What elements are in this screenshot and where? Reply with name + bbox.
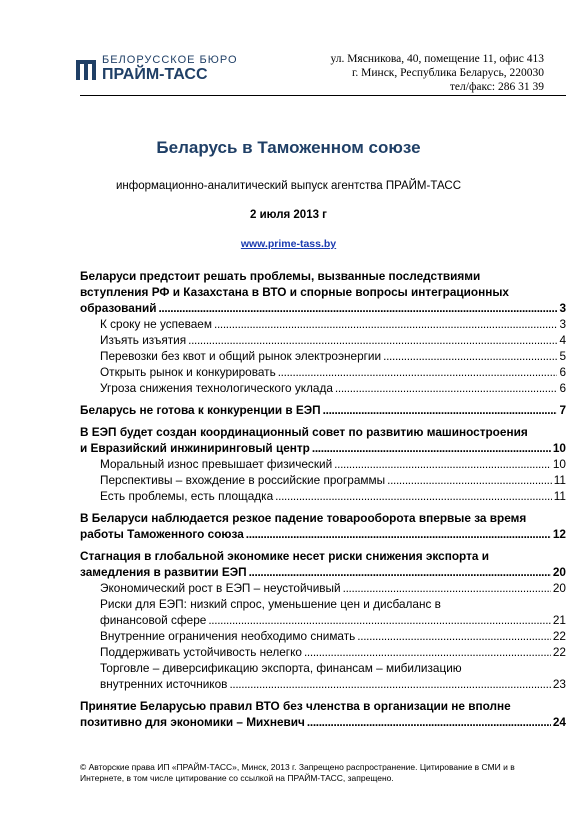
toc-subsection[interactable] — [100, 580, 566, 596]
toc-entry-text: Изъять изъятия — [100, 333, 187, 347]
toc-page-number: 22 — [552, 629, 566, 643]
toc-leader-dots — [208, 612, 551, 628]
toc-page-number: 11 — [553, 473, 566, 487]
toc-entry-text: Угроза снижения технологического уклада — [100, 381, 333, 395]
toc-page-number: 7 — [559, 403, 566, 417]
logo-subtitle: БЕЛОРУССКОЕ БЮРО — [102, 54, 238, 66]
toc-subsection[interactable] — [100, 596, 566, 628]
toc-page-number: 4 — [559, 333, 566, 347]
toc-entry-text: внутренних источников — [100, 677, 228, 691]
toc-page-number: 6 — [559, 381, 566, 395]
toc-entry-text: вступления РФ и Казахстана в ВТО и спорные вопросы интеграционных — [80, 285, 509, 299]
toc-page-number: 20 — [552, 565, 566, 579]
toc-section[interactable] — [80, 510, 566, 542]
website — [0, 238, 577, 250]
toc-leader-dots — [249, 564, 551, 580]
toc-entry-text: замедления в развитии ЕЭП — [80, 565, 247, 579]
toc-entry-text: В Беларуси наблюдается резкое падение товарооборота впервые за время — [80, 511, 527, 525]
toc-leader-dots — [229, 676, 550, 692]
toc-leader-dots — [343, 580, 551, 596]
toc-entry-text: Беларуси предстоит решать проблемы, вызванные последствиями — [80, 269, 481, 283]
toc-leader-dots — [312, 440, 551, 456]
toc-leader-dots — [335, 380, 558, 396]
toc-entry-text: К сроку не успеваем — [100, 317, 212, 331]
prime-tass-logo — [76, 54, 256, 94]
address-line-city: г. Минск, Республика Беларусь, 220030 — [352, 67, 544, 79]
toc-subsection[interactable] — [100, 488, 566, 504]
issue-date: 2 июля 2013 г — [250, 209, 327, 221]
toc-section[interactable] — [80, 698, 566, 730]
toc-entry-text: Внутренние ограничения необходимо снимать — [100, 629, 356, 643]
office-address — [330, 52, 544, 94]
toc-section[interactable] — [80, 268, 566, 316]
toc-page-number: 20 — [552, 581, 566, 595]
toc-leader-dots — [323, 402, 558, 418]
toc-page-number: 3 — [559, 317, 566, 331]
toc-page-number: 12 — [552, 527, 566, 541]
toc-page-number: 10 — [552, 457, 566, 471]
toc-leader-dots — [307, 714, 551, 730]
toc-leader-dots — [383, 348, 557, 364]
toc-page-number: 10 — [552, 441, 566, 455]
toc-subsection[interactable] — [100, 380, 566, 396]
toc-page-number: 23 — [552, 677, 566, 691]
copyright-notice — [80, 762, 550, 784]
toc-leader-dots — [334, 456, 551, 472]
toc-entry-text: Беларусь не готова к конкуренции в ЕЭП — [80, 403, 321, 417]
prime-tass-logo-icon — [76, 56, 98, 82]
logo-title: ПРАЙМ-ТАСС — [102, 66, 208, 83]
toc-entry-text: работы Таможенного союза — [80, 527, 244, 541]
toc-entry-text: Есть проблемы, есть площадка — [100, 489, 274, 503]
toc-entry-text: Моральный износ превышает физический — [100, 457, 333, 471]
toc-leader-dots — [278, 364, 558, 380]
toc-leader-dots — [188, 332, 557, 348]
toc-entry-text: Поддерживать устойчивость нелегко — [100, 645, 302, 659]
toc-leader-dots — [357, 628, 551, 644]
toc-leader-dots — [304, 644, 551, 660]
toc-entry-text: Экономический рост в ЕЭП – неустойчивый — [100, 581, 341, 595]
toc-subsection[interactable] — [100, 644, 566, 660]
toc-entry-text: В ЕЭП будет создан координационный совет по развитию машиностроения — [80, 425, 528, 439]
toc-section[interactable] — [80, 548, 566, 580]
toc-entry-text: Стагнация в глобальной экономике несет риски снижения экспорта и — [80, 549, 489, 563]
toc-subsection[interactable] — [100, 348, 566, 364]
toc-page-number: 22 — [552, 645, 566, 659]
toc-entry-text: Принятие Беларусью правил ВТО без членства в организации не вполне — [80, 699, 511, 713]
toc-entry-text: образований — [80, 301, 157, 315]
toc-subsection[interactable] — [100, 628, 566, 644]
toc-section[interactable] — [80, 402, 566, 418]
toc-entry-text: Открыть рынок и конкурировать — [100, 365, 276, 379]
toc-page-number: 21 — [552, 613, 566, 627]
document-subtitle: информационно-аналитический выпуск агентства ПРАЙМ-ТАСС — [115, 180, 462, 192]
toc-page-number: 5 — [559, 349, 566, 363]
address-line-phone: тел/факс: 286 31 39 — [449, 81, 544, 93]
toc-entry-text: Торговле – диверсификацию экспорта, финансам – мибилизацию — [100, 661, 462, 675]
toc-subsection[interactable] — [100, 456, 566, 472]
toc-leader-dots — [275, 488, 552, 504]
toc-subsection[interactable] — [100, 660, 566, 692]
toc-subsection[interactable] — [100, 332, 566, 348]
toc-entry-text: Перевозки без квот и общий рынок электроэнергии — [100, 349, 382, 363]
table-of-contents — [80, 268, 566, 730]
copyright-line-2: Интернете, в том числе цитирование со ссылкой на ПРАЙМ-ТАСС, запрещено. — [80, 773, 394, 783]
toc-entry-text: позитивно для экономики – Михневич — [80, 715, 305, 729]
toc-entry-text: Перспективы – вхождение в российские программы — [100, 473, 386, 487]
toc-subsection[interactable] — [100, 472, 566, 488]
toc-leader-dots — [158, 300, 557, 316]
toc-page-number: 24 — [552, 715, 566, 729]
toc-page-number: 6 — [559, 365, 566, 379]
toc-entry-text: и Евразийский инжиниринговый центр — [80, 441, 310, 455]
toc-page-number: 11 — [553, 489, 566, 503]
toc-subsection[interactable] — [100, 364, 566, 380]
copyright-line-1: © Авторские права ИП «ПРАЙМ-ТАСС», Минск, 2013 г. Запрещено распространение. Цитирование в СМИ и в — [80, 762, 515, 772]
document-header — [0, 0, 577, 110]
website-link[interactable]: www.prime-tass.by — [240, 238, 337, 250]
toc-leader-dots — [246, 526, 551, 542]
toc-subsection[interactable] — [100, 316, 566, 332]
address-line-street: ул. Мясникова, 40, помещение 11, офис 413 — [330, 53, 544, 65]
toc-entry-text: Риски для ЕЭП: низкий спрос, уменьшение цен и дисбаланс в — [100, 597, 441, 611]
toc-section[interactable] — [80, 424, 566, 456]
header-divider — [80, 95, 566, 96]
toc-page-number: 3 — [559, 301, 566, 315]
toc-leader-dots — [214, 316, 557, 332]
toc-leader-dots — [387, 472, 552, 488]
document-title: Беларусь в Таможенном союзе — [156, 138, 421, 157]
toc-entry-text: финансовой сфере — [100, 613, 207, 627]
